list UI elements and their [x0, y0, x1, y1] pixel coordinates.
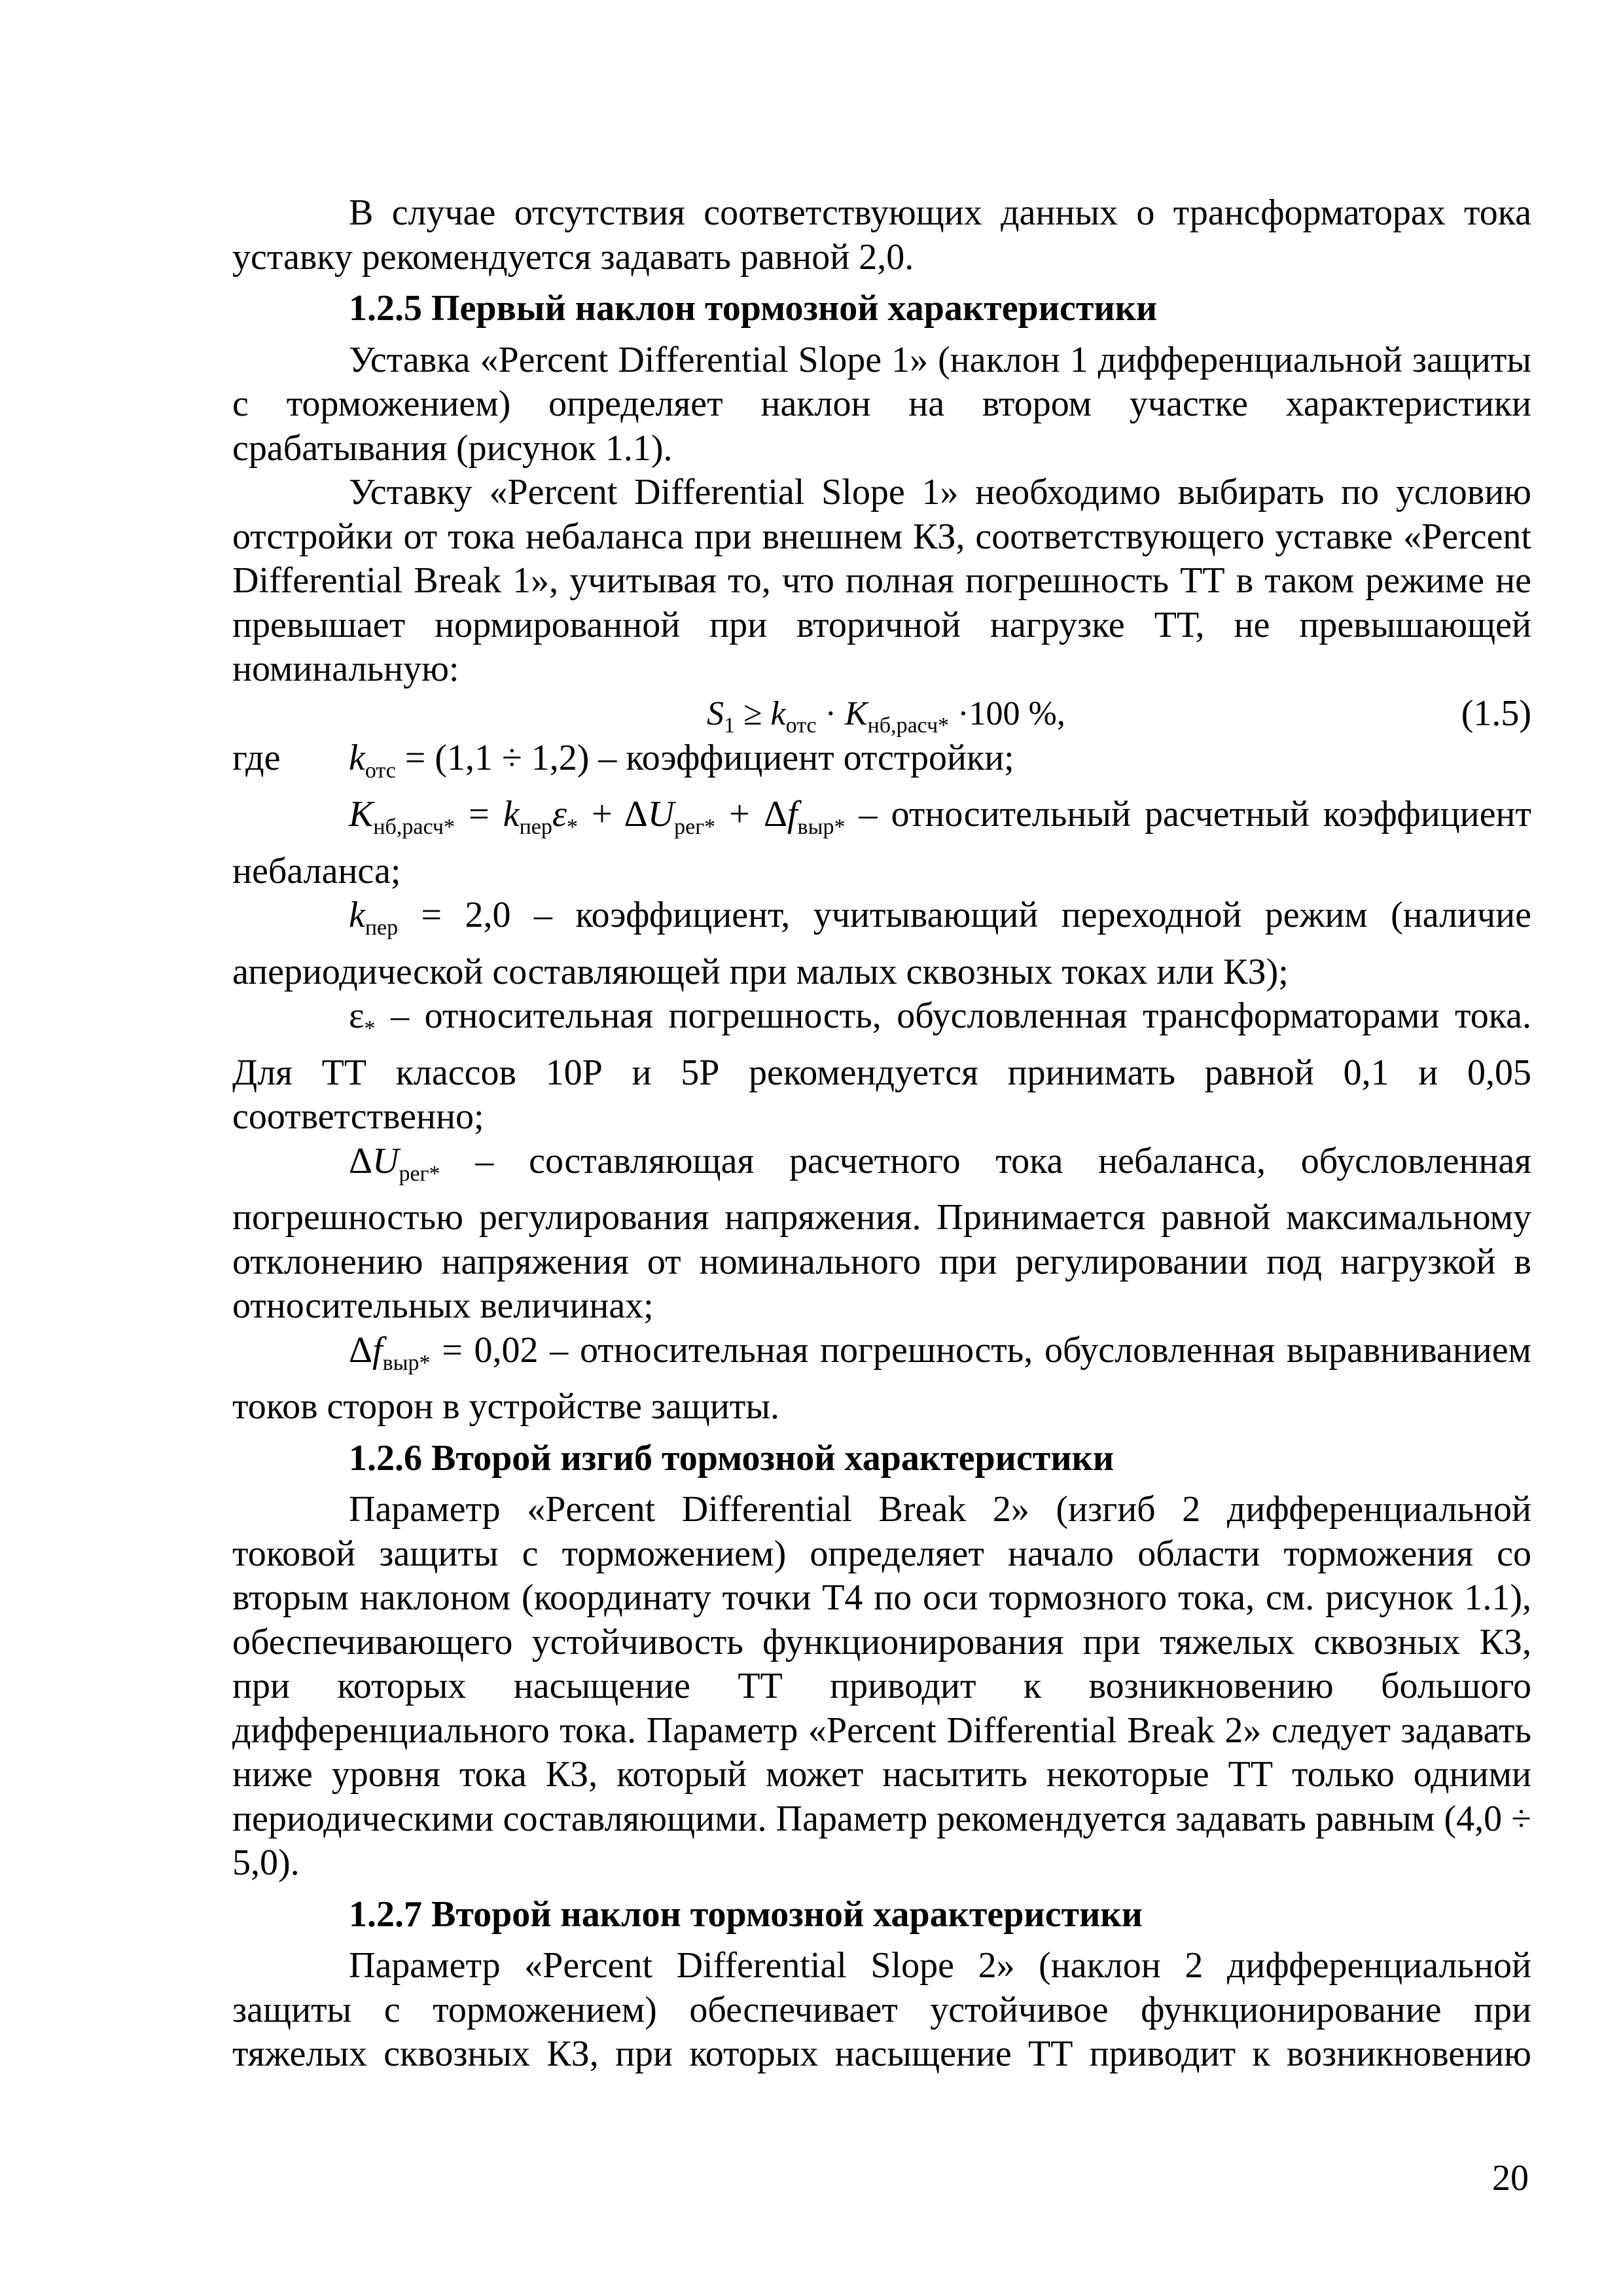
definition-k-ots: где $k_{отс} = (1,1 \div 1,2)$ – коэффициент отстройки; — [232, 737, 1014, 783]
definition-delta-u: $\Delta U_{рег*}$ – составляющая расчетного тока небаланса, обусловленная погрешностью регулирования напряжения. Принимается равной максимальному отклонению напряжения от номинального при регулировании под нагрузкой в относительных величинах; — [232, 1140, 1531, 1326]
formula-expression: $S_1 \ge k_{отс} \cdot K_{нб,расч*} \cdot 100$ %, — [707, 694, 1065, 738]
definition-k-per: $k_{пер} = 2,0$ – коэффициент, учитывающий переходной режим (наличие апериодической составляющей при малых сквозных токах или КЗ); — [232, 895, 1531, 992]
heading-1-2-7: 1.2.7 Второй наклон тормозной характеристики — [349, 1893, 1143, 1935]
heading-1-2-6: 1.2.6 Второй изгиб тормозной характеристики — [349, 1437, 1115, 1479]
definition-k-nb: $K_{нб,расч*} = k_{пер}\varepsilon_* + \Delta U_{рег*} + \Delta f_{выр*}$ – относительный расчетный коэффициент небаланса; — [232, 794, 1531, 891]
page-content — [232, 191, 1531, 2077]
paragraph-intro: В случае отсутствия соответствующих данных о трансформаторах тока уставку рекомендуется задавать равной 2,0. — [232, 192, 1531, 278]
paragraph-slope1-definition: Уставка «Percent Differential Slope 1» (наклон 1 дифференциальной защиты с торможением) определяет наклон на втором участке характеристики срабатывания (рисунок 1.1). — [232, 339, 1531, 469]
paragraph-break2: Параметр «Percent Differential Break 2» (изгиб 2 дифференциальной токовой защиты с торможением) определяет начало области торможения со вторым наклоном (координату точки Т4 по оси тормозного тока, см. рисунок 1.1), обеспечивающего устойчивость функционирования при тяжелых сквозных КЗ, при которых насыщение ТТ приводит к возникновению большого дифференциального тока. Параметр «Percent Differential Break 2» следует задавать ниже уровня тока КЗ, который может насытить некоторые ТТ только одними периодическими составляющими. Параметр рекомендуется задавать равным (4,0 ÷ 5,0). — [232, 1489, 1531, 1883]
definition-epsilon: $\varepsilon_*$ – относительная погрешность, обусловленная трансформаторами тока. Для ТТ классов 10Р и 5Р рекомендуется принимать равной 0,1 и 0,05 соответственно; — [232, 996, 1531, 1137]
paragraph-slope2: Параметр «Percent Differential Slope 2» (наклон 2 дифференциальной защиты с торможением) обеспечивает устойчивое функционирование при тяжелых сквозных КЗ, при которых насыщение ТТ приводит к возникновению — [232, 1945, 1531, 2074]
paragraph-slope1-selection: Уставку «Percent Differential Slope 1» необходимо выбирать по условию отстройки от тока небаланса при внешнем КЗ, соответствующего уставке «Percent Differential Break 1», учитывая то, что полная погрешность ТТ в таком режиме не превышает нормированной при вторичной нагрузке ТТ, не превышающей номинальную: — [232, 472, 1531, 689]
where-label: где — [232, 737, 281, 778]
page-number: 20 — [1492, 2158, 1529, 2198]
heading-1-2-5: 1.2.5 Первый наклон тормозной характеристики — [349, 288, 1158, 329]
definition-delta-f: $\Delta f_{выр*} = 0,02$ – относительная погрешность, обусловленная выравниванием токов сторон в устройстве защиты. — [232, 1329, 1531, 1427]
formula-1-5 — [232, 692, 1531, 736]
equation-number: (1.5) — [1461, 692, 1531, 734]
